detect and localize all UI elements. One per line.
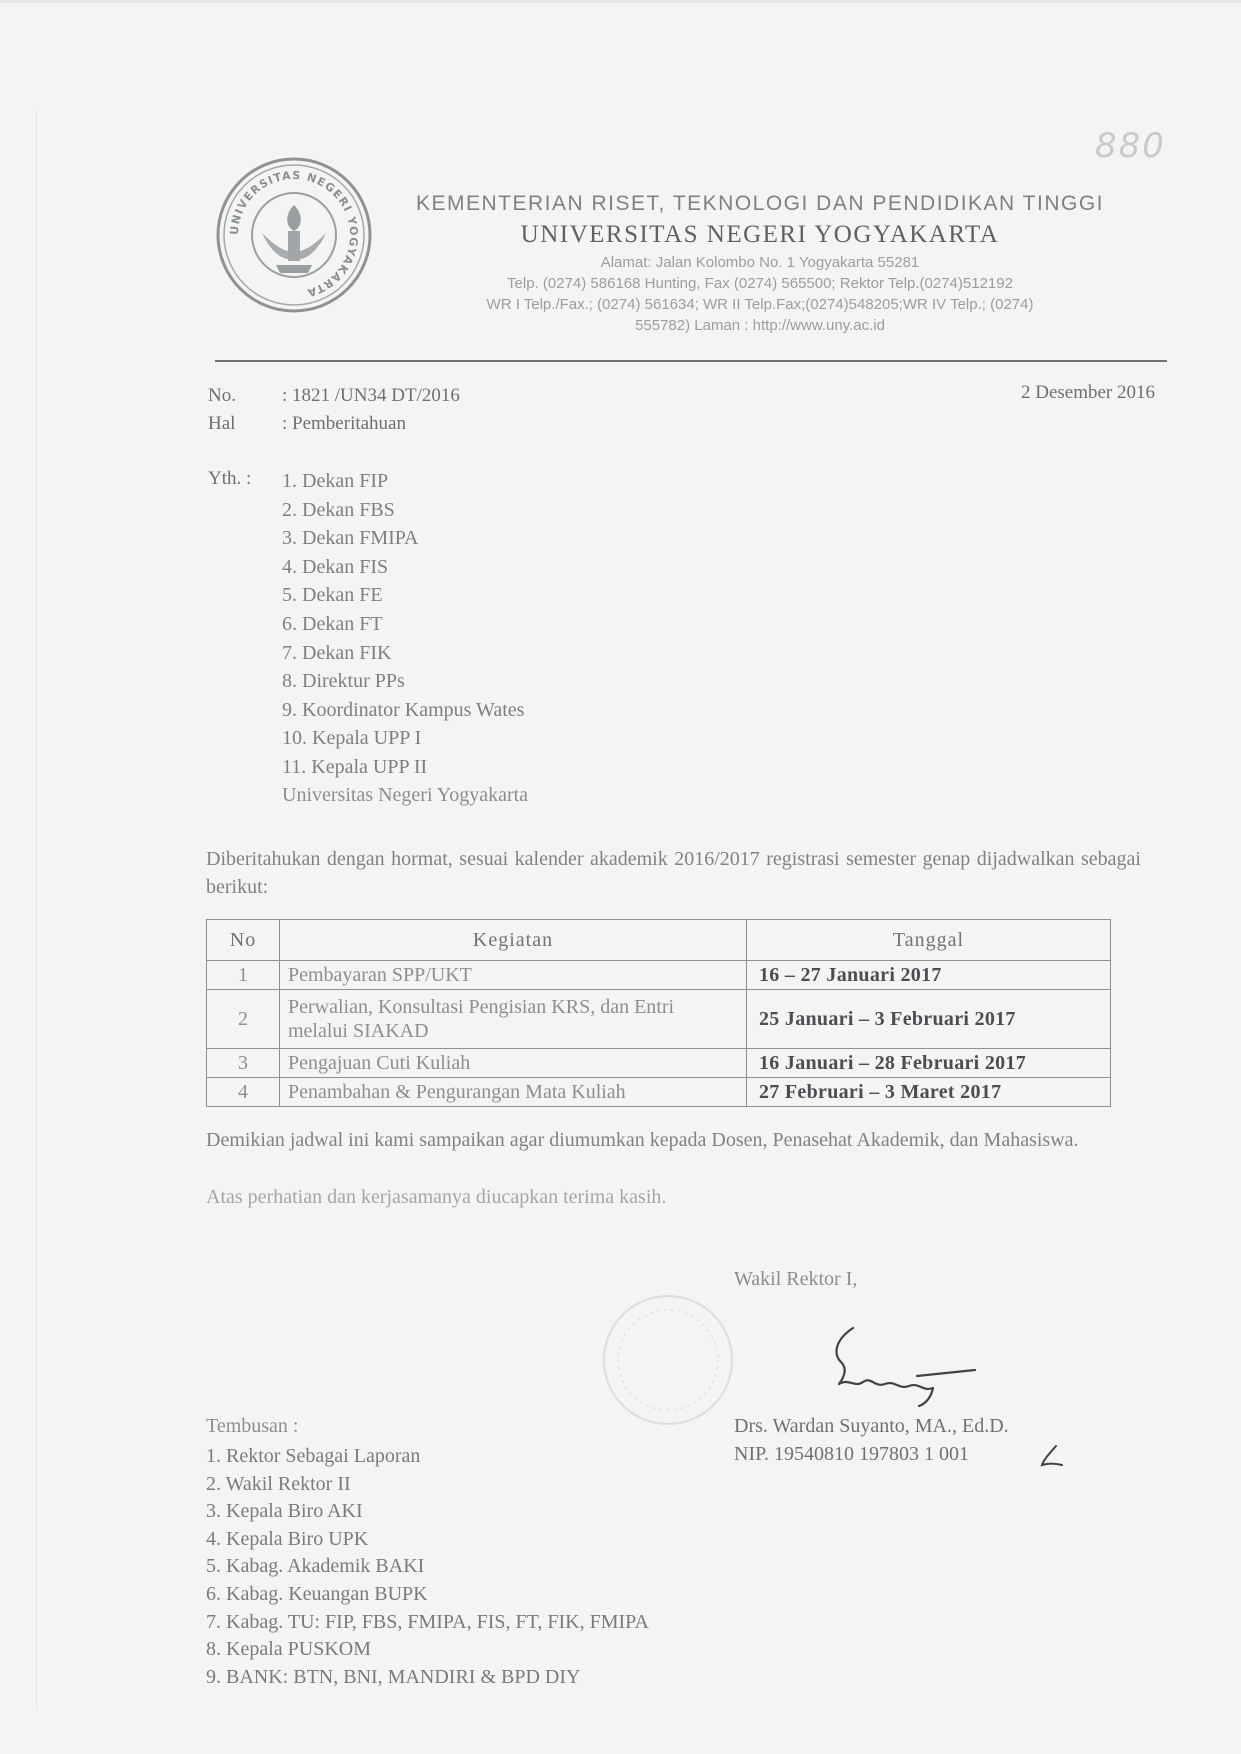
intro-paragraph: Diberitahukan dengan hormat, sesuai kalender akademik 2016/2017 registrasi semester genap dijadwalkan sebagai berikut: xyxy=(206,848,1141,898)
recipient-item: 6. Dekan FT xyxy=(282,612,383,635)
recipients-label: Yth. : xyxy=(208,468,252,489)
column-header-tanggal: Tanggal xyxy=(747,920,1111,961)
recipient-item: 4. Dekan FIS xyxy=(282,555,389,578)
schedule-table xyxy=(206,919,1111,1107)
table-header-row xyxy=(207,920,1111,961)
letterhead xyxy=(380,190,1140,336)
carbon-copy-item: 7. Kabag. TU: FIP, FBS, FMIPA, FIS, FT, FIK, FMIPA xyxy=(206,1610,649,1633)
paraf-initial xyxy=(1038,1443,1066,1469)
university-seal-logo xyxy=(214,155,374,315)
carbon-copy-item: 2. Wakil Rektor II xyxy=(206,1472,351,1495)
carbon-copy-item: 9. BANK: BTN, BNI, MANDIRI & BPD DIY xyxy=(206,1665,581,1688)
address-line: Alamat: Jalan Kolombo No. 1 Yogyakarta 55281 xyxy=(600,254,920,271)
row-kegiatan: Pengajuan Cuti Kuliah xyxy=(280,1049,747,1078)
carbon-copy-title: Tembusan : xyxy=(206,1415,299,1437)
recipient-item: 10. Kepala UPP I xyxy=(282,727,422,750)
thanks-paragraph: Atas perhatian dan kerjasamanya diucapkan terima kasih. xyxy=(206,1186,667,1208)
column-header-no: No xyxy=(207,920,280,961)
row-kegiatan: Perwalian, Konsultasi Pengisian KRS, dan Entri melalui SIAKAD xyxy=(280,990,747,1049)
table-row xyxy=(207,1078,1111,1107)
table-row xyxy=(207,990,1111,1049)
row-no: 3 xyxy=(207,1049,280,1078)
recipient-item: 5. Dekan FE xyxy=(282,584,383,607)
carbon-copy-list xyxy=(206,1443,649,1691)
carbon-copy-item: 8. Kepala PUSKOM xyxy=(206,1638,371,1661)
phone-line-2: WR I Telp./Fax.; (0274) 561634; WR II Telp.Fax;(0274)548205;WR IV Telp.; (0274) xyxy=(486,296,1034,313)
row-no: 2 xyxy=(207,990,280,1049)
carbon-copy-item: 5. Kabag. Akademik BAKI xyxy=(206,1555,425,1578)
seal-text: UNIVERSITAS NEGERI YOGYAKARTA xyxy=(227,168,361,300)
column-header-kegiatan: Kegiatan xyxy=(280,920,747,961)
recipient-institution: Universitas Negeri Yogyakarta xyxy=(282,784,529,806)
carbon-copy-item: 4. Kepala Biro UPK xyxy=(206,1527,369,1550)
recipient-item: 1. Dekan FIP xyxy=(282,470,389,492)
handwritten-signature xyxy=(815,1318,980,1413)
recipient-item: 8. Direktur PPs xyxy=(282,670,405,693)
signatory-name: Drs. Wardan Suyanto, MA., Ed.D. xyxy=(734,1415,1009,1437)
table-row xyxy=(207,961,1111,990)
row-no: 1 xyxy=(207,961,280,990)
subject-value: : Pemberitahuan xyxy=(282,413,406,434)
recipient-item: 3. Dekan FMIPA xyxy=(282,527,419,550)
ministry-name: KEMENTERIAN RISET, TEKNOLOGI DAN PENDIDIKAN TINGGI xyxy=(416,192,1104,215)
row-tanggal: 25 Januari – 3 Februari 2017 xyxy=(747,990,1111,1049)
subject-label: Hal xyxy=(208,413,236,434)
recipients-list xyxy=(282,467,524,782)
phone-line-3: 555782) Laman : http://www.uny.ac.id xyxy=(635,317,885,334)
row-kegiatan: Penambahan & Pengurangan Mata Kuliah xyxy=(280,1078,747,1107)
handwritten-number: 880 xyxy=(1095,126,1166,166)
scan-left-edge xyxy=(36,110,37,1710)
table-row xyxy=(207,1049,1111,1078)
row-tanggal: 27 Februari – 3 Maret 2017 xyxy=(747,1078,1111,1107)
carbon-copy-item: 6. Kabag. Keuangan BUPK xyxy=(206,1582,428,1605)
recipient-item: 7. Dekan FIK xyxy=(282,641,392,664)
carbon-copy-item: 3. Kepala Biro AKI xyxy=(206,1500,363,1523)
reference-number-label: No. xyxy=(208,385,236,406)
reference-number-value: : 1821 /UN34 DT/2016 xyxy=(282,385,460,406)
university-name: UNIVERSITAS NEGERI YOGYAKARTA xyxy=(520,221,1000,248)
recipient-item: 11. Kepala UPP II xyxy=(282,755,428,778)
signatory-title: Wakil Rektor I, xyxy=(734,1268,858,1290)
letter-date: 2 Desember 2016 xyxy=(1020,382,1155,403)
recipient-item: 9. Koordinator Kampus Wates xyxy=(282,698,525,721)
recipient-item: 2. Dekan FBS xyxy=(282,498,395,521)
carbon-copy-item: 1. Rektor Sebagai Laporan xyxy=(206,1445,421,1467)
row-kegiatan: Pembayaran SPP/UKT xyxy=(280,961,747,990)
phone-line-1: Telp. (0274) 586168 Hunting, Fax (0274) 565500; Rektor Telp.(0274)512192 xyxy=(507,275,1013,292)
signatory-nip: NIP. 19540810 197803 1 001 xyxy=(734,1443,970,1465)
letterhead-divider xyxy=(215,360,1167,362)
scan-top-edge xyxy=(0,0,1241,3)
row-tanggal: 16 Januari – 28 Februari 2017 xyxy=(747,1049,1111,1078)
row-no: 4 xyxy=(207,1078,280,1107)
faint-stamp xyxy=(598,1290,738,1430)
closing-paragraph: Demikian jadwal ini kami sampaikan agar diumumkan kepada Dosen, Penasehat Akademik, dan Mahasiswa. xyxy=(206,1129,1079,1151)
row-tanggal: 16 – 27 Januari 2017 xyxy=(747,961,1111,990)
